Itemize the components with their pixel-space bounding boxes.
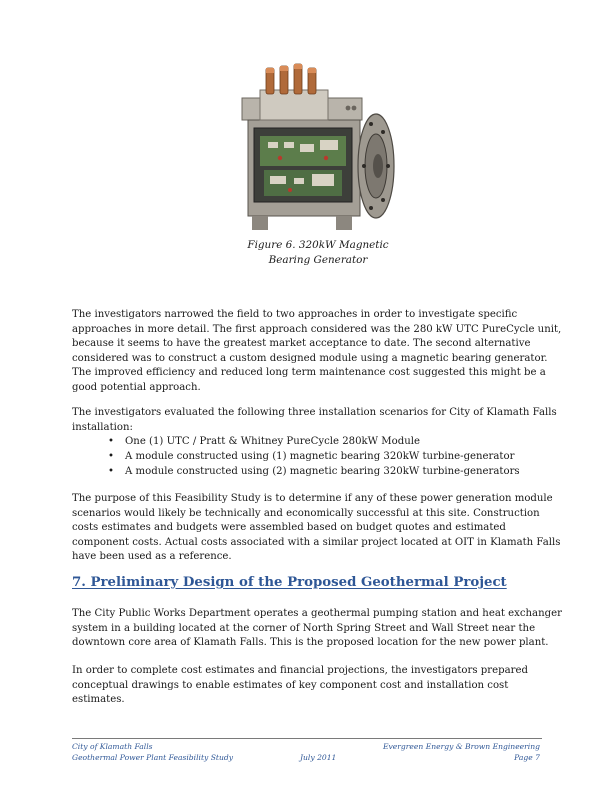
footer-divider: [72, 738, 542, 739]
footer-date: July 2011: [300, 753, 337, 762]
paragraph-public-works: The City Public Works Department operates a geothermal pumping station and heat exchanger system in a building located at the corner of North Spring Street and Wall Street near the downtown core area of Klamath Falls. This is the proposed location for the new power plant.: [72, 608, 562, 648]
footer-study-title: Geothermal Power Plant Feasibility Study: [72, 753, 233, 762]
footer-right: [383, 741, 540, 763]
bullet-icon: •: [108, 466, 114, 477]
scenario-list: [108, 434, 520, 479]
footer-left: [72, 741, 233, 763]
section-heading: 7. Preliminary Design of the Proposed Geothermal Project: [72, 575, 507, 590]
figure-caption-line1: Figure 6. 320kW Magnetic: [247, 239, 389, 251]
list-item: [108, 434, 520, 449]
list-item: [108, 449, 520, 464]
paragraph-cost-estimates: In order to complete cost estimates and financial projections, the investigators prepared conceptual drawings to enable estimates of key component cost and installation cost estimates.: [72, 665, 528, 705]
figure-caption: [200, 238, 436, 268]
footer-authors: Evergreen Energy & Brown Engineering: [382, 742, 540, 751]
generator-photo: [230, 62, 398, 236]
list-item-text: A module constructed using (2) magnetic bearing 320kW turbine-generators: [125, 466, 520, 477]
page-number: Page 7: [514, 753, 540, 762]
figure-caption-line2: Bearing Generator: [268, 254, 368, 266]
paragraph-purpose: The purpose of this Feasibility Study is to determine if any of these power generation module scenarios would likely be technically and economically successful at this site. Construction costs estimates and budgets were assembled based on budget quotes and estimated component costs. Actual costs associated with a similar project located at OIT in Klamath Falls have been used as a reference.: [72, 493, 561, 562]
list-item: [108, 464, 520, 479]
list-item-text: A module constructed using (1) magnetic bearing 320kW turbine-generator: [125, 451, 515, 462]
bullet-icon: •: [108, 436, 114, 447]
bullet-icon: •: [108, 451, 114, 462]
paragraph-approaches: The investigators narrowed the field to two approaches in order to investigate specific approaches in more detail. The first approach considered was the 280 kW UTC PureCycle unit, because it seems to have the greatest market acceptance to date. The second alternative considered was to construct a custom designed module using a magnetic bearing generator. The improved efficiency and reduced long term maintenance cost suggested this might be a good potential approach.: [72, 309, 562, 393]
footer-city: City of Klamath Falls: [72, 742, 153, 751]
paragraph-scenarios-intro: The investigators evaluated the following three installation scenarios for City of Klamath Falls installation:: [72, 407, 557, 433]
list-item-text: One (1) UTC / Pratt & Whitney PureCycle 280kW Module: [125, 436, 420, 447]
